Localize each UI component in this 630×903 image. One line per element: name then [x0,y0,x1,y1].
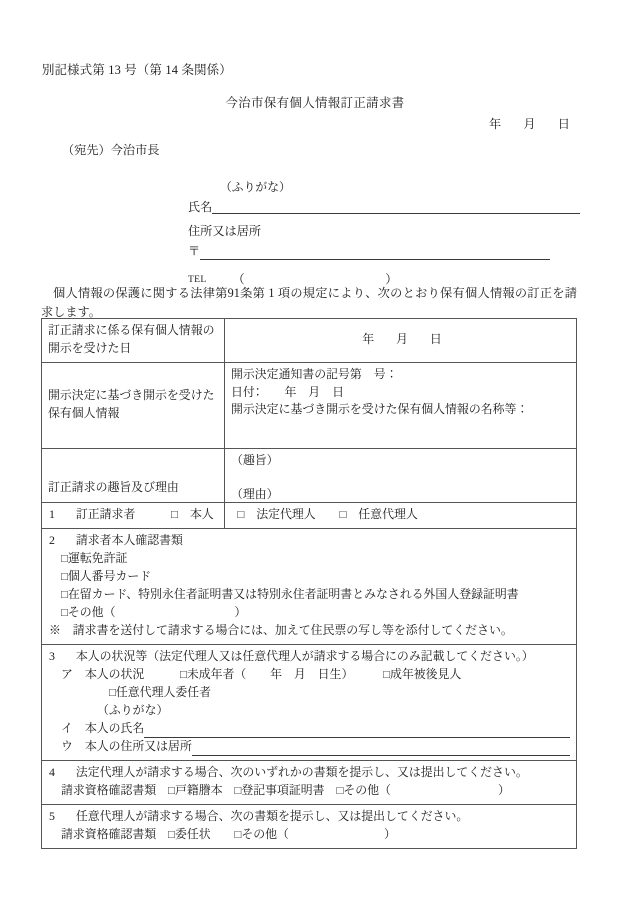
sp [144,667,180,681]
section-4-cell [42,760,577,804]
option-minor: 未成年者（ 年 月 日生） [186,667,348,682]
checkbox-requester-self[interactable]: □ [171,509,178,521]
section-2-cell [42,529,577,645]
section-2-number: 2 [49,533,55,548]
section-1-gap [55,507,76,521]
applicant-name-label: 氏名 [188,199,213,214]
section-3-item-a-line-2 [49,684,570,702]
sp [73,721,85,735]
sp [55,809,76,823]
section-5-number: 5 [49,808,55,823]
sp [73,667,85,681]
disclosed-info-value[interactable] [225,362,577,448]
section-4-options-line [49,782,570,800]
lead-paragraph: 個人情報の保護に関する法律第91条第 1 項の規定により、次のとおり保有個人情報の訂正を請求します。 [41,286,577,319]
option-drivers-license: 運転免許証 [67,550,128,565]
checkbox-section-5-other[interactable]: □ [234,828,242,841]
item-i-marker: イ [61,721,73,736]
notice-number-line: 開示決定通知書の記号第 号： [231,366,398,381]
option-family-register: 戸籍謄本 [174,782,223,797]
checkbox-requester-legal-agent[interactable]: □ [237,509,245,521]
sp [316,507,340,521]
item-u-text [61,738,192,756]
section-1-title: 訂正請求者 [75,507,136,521]
option-power-of-attorney: 委任状 [174,826,211,841]
section-1-number: 1 [49,507,55,521]
section-3-cell [42,645,577,761]
checklist-table [41,502,577,849]
checkbox-adult-ward[interactable]: □ [383,669,390,682]
option-residence-card: 在留カード、特別永住者証明書又は特別永住者証明書とみなされる外国人登録証明書 [67,587,519,602]
option-voluntary-agent-delegator: 任意代理人委任者 [115,685,212,700]
notice-date-line: 日付： 年 月 日 [231,384,344,399]
applicant-name-input[interactable] [212,200,580,214]
sp [211,827,235,841]
section-2-option-2-line [49,568,570,586]
postal-mark-icon: 〒 [188,244,201,258]
option-mynumber-card: 個人番号カード [67,569,152,584]
checkbox-requester-voluntary-agent[interactable]: □ [339,509,347,521]
table-row [42,804,577,848]
checkbox-mynumber-card[interactable]: □ [61,571,68,584]
section-3-heading [49,648,570,666]
section-4-number: 4 [49,764,55,779]
sp [325,783,337,797]
option-adult-ward: 成年被後見人 [389,667,462,682]
section-2-option-3-line [49,586,570,604]
section-1-spacer [135,507,171,521]
table-row [42,760,577,804]
section-2-note: ※ 請求書を送付して請求する場合には、加えて住民票の写し等を添付してください。 [49,623,513,638]
section-3-title: 本人の状況等（法定代理人又は任意代理人が請求する場合にのみ記載してください。） [75,649,534,664]
checkbox-registry-certificate[interactable]: □ [234,784,242,797]
section-1-line [49,506,570,524]
table-row [42,645,577,761]
applicant-zip-row [188,242,550,260]
applicant-address-label: 住所又は居所 [188,224,262,238]
form-code-label: 別記様式第 13 号（第 14 条関係） [42,63,232,77]
section-3-furigana-label: （ふりがな） [97,703,169,718]
sp [55,649,76,663]
table-row [42,529,577,645]
disclosed-info-label: 開示決定に基づき開示を受けた保有個人情報 [42,362,225,448]
sp [223,783,235,797]
applicant-address-input[interactable] [200,246,550,260]
section-3-item-a-line [49,666,570,684]
purpose-spacer [231,470,570,486]
item-u-marker: ウ [61,739,73,754]
checkbox-other-document[interactable]: □ [61,607,68,620]
checkbox-voluntary-agent-delegator[interactable]: □ [109,687,116,700]
purpose-reason-label: 訂正請求の趣旨及び理由 [42,448,225,528]
document-title: 今治市保有個人情報訂正請求書 [225,96,405,110]
subject-address-input[interactable] [192,741,570,756]
checkbox-drivers-license[interactable]: □ [61,552,68,565]
checkbox-family-register[interactable]: □ [168,784,175,797]
option-requester-self: 本人 [189,507,214,521]
checkbox-power-of-attorney[interactable]: □ [168,828,175,841]
section-4-doc-label: 請求資格確認書類 [61,782,157,797]
sp [156,783,168,797]
sp [156,827,168,841]
option-section-4-other[interactable]: その他（ ） [343,782,510,797]
section-3-item-i-row [49,720,570,738]
section-2-option-4-line [49,604,570,622]
disclosure-date-text: 年 月 日 [362,331,447,346]
disclosure-date-value[interactable] [225,319,577,363]
section-2-heading [49,532,570,550]
disclosure-table [41,318,577,529]
table-row [42,319,577,363]
reason-line: （理由） [231,486,279,501]
section-4-title: 法定代理人が請求する場合、次のいずれかの書類を提示し、又は提出してください。 [75,764,528,779]
applicant-name-row [188,200,580,214]
table-row [42,362,577,448]
subject-name-input[interactable] [144,723,570,738]
item-i-text [61,720,144,738]
section-5-doc-label: 請求資格確認書類 [61,826,157,841]
section-4-heading [49,764,570,782]
sp [178,507,190,521]
section-3-item-u-row [49,738,570,756]
item-a-marker: ア [61,667,73,682]
sp [55,765,76,779]
section-5-heading [49,808,570,826]
section-1-cell [42,503,577,529]
checkbox-section-4-other[interactable]: □ [336,784,344,797]
sp [73,739,85,753]
option-requester-voluntary-agent: 任意代理人 [358,507,418,521]
item-i-label: 本人の氏名 [84,721,145,736]
option-other-document[interactable]: その他（ ） [67,605,247,620]
section-2-option-1-line [49,550,570,568]
sp [244,507,256,521]
applicant-tel-label: TEL [188,274,207,285]
checkbox-residence-card[interactable]: □ [61,589,68,602]
sp [347,667,383,681]
applicant-furigana-label: （ふりがな） [220,180,291,194]
item-u-label: 本人の住所又は居所 [84,739,192,754]
item-a-label: 本人の状況 [84,667,145,682]
option-requester-legal-agent: 法定代理人 [256,507,316,521]
disclosure-date-label: 訂正請求に係る保有個人情報の開示を受けた日 [42,319,225,363]
section-2-title: 請求者本人確認書類 [75,533,183,548]
checkbox-minor[interactable]: □ [179,669,187,682]
sp [214,507,238,521]
section-3-number: 3 [49,649,55,664]
section-5-options-line [49,826,570,844]
section-5-cell [42,804,577,848]
applicant-tel-parens: （ ） [232,272,424,286]
table-row [42,503,577,529]
option-section-5-other[interactable]: その他（ ） [241,826,396,841]
sp [346,507,358,521]
section-5-title: 任意代理人が請求する場合、次の書類を提示し、又は提出してください。 [75,808,469,823]
submission-date-line: 年 月 日 [489,117,575,131]
purpose-line: （趣旨） [231,452,279,467]
sp [55,533,76,547]
option-registry-certificate: 登記事項証明書 [241,782,325,797]
disclosed-info-name-line: 開示決定に基づき開示を受けた保有個人情報の名称等： [231,402,529,417]
addressee-label: （宛先）今治市長 [62,143,160,157]
